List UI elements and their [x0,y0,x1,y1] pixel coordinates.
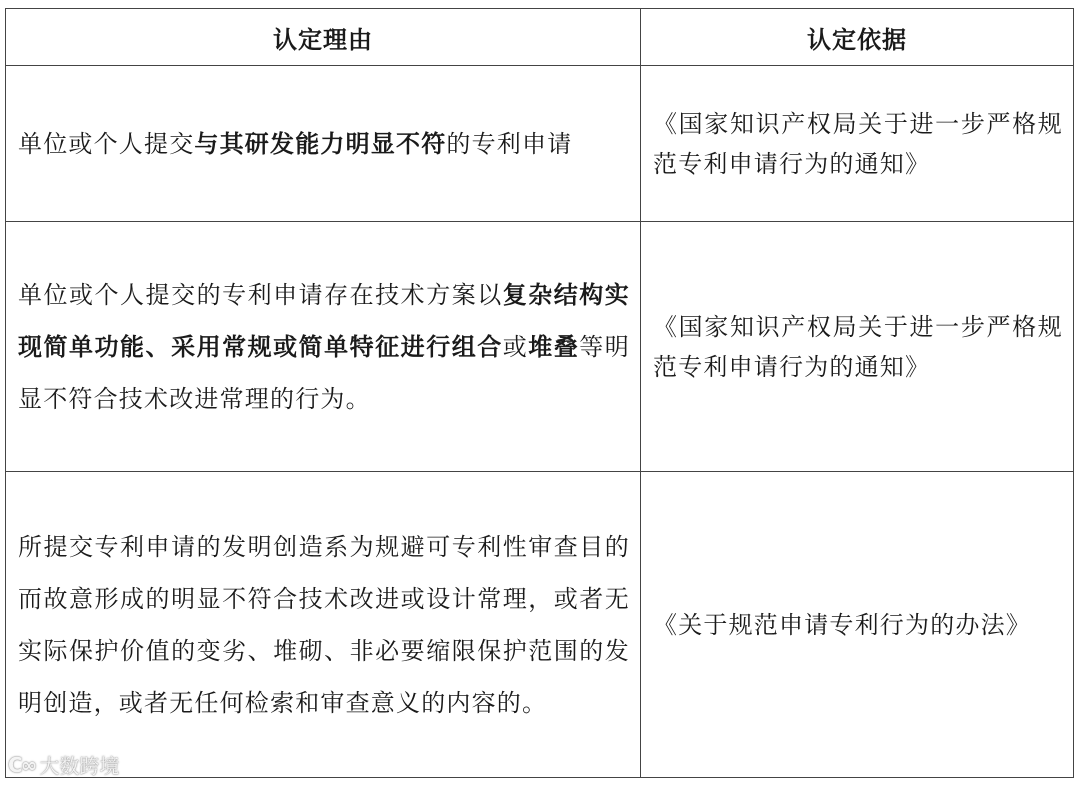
basis-cell: 《国家知识产权局关于进一步严格规范专利申请行为的通知》 [641,222,1074,472]
watermark-text: 大数跨境 [39,754,120,778]
reason-text: 的专利申请 [446,129,573,158]
table-row [6,222,1074,472]
reason-text: 单位或个人提交的专利申请存在技术方案以 [18,280,503,309]
watermark [8,750,119,779]
reason-cell [6,66,641,222]
criteria-table [5,8,1074,778]
reason-text: 等明显不符合技术改进常理的行为。 [18,332,630,413]
reason-text: 或 [502,332,529,361]
reason-text: 单位或个人提交 [18,129,195,158]
table-row [6,472,1074,778]
reason-bold-text: 堆叠 [528,332,580,361]
watermark-logo-icon: C∞ [8,752,36,777]
reason-cell [6,222,641,472]
basis-cell: 《关于规范申请专利行为的办法》 [641,472,1074,778]
reason-bold-text: 复杂结构实现简单功能、采用常规或简单特征进行组合 [18,280,630,361]
table-row [6,66,1074,222]
table-header-row [6,9,1074,66]
header-basis: 认定依据 [641,9,1074,66]
reason-bold-text: 与其研发能力明显不符 [194,129,447,158]
basis-cell: 《国家知识产权局关于进一步严格规范专利申请行为的通知》 [641,66,1074,222]
header-reason: 认定理由 [6,9,641,66]
reason-text: 所提交专利申请的发明创造系为规避可专利性审查目的而故意形成的明显不符合技术改进或设计常理，或者无实际保护价值的变劣、堆砌、非必要缩限保护范围的发明创造，或者无任何检索和审查意义的内容的。 [18,532,630,717]
reason-cell [6,472,641,778]
